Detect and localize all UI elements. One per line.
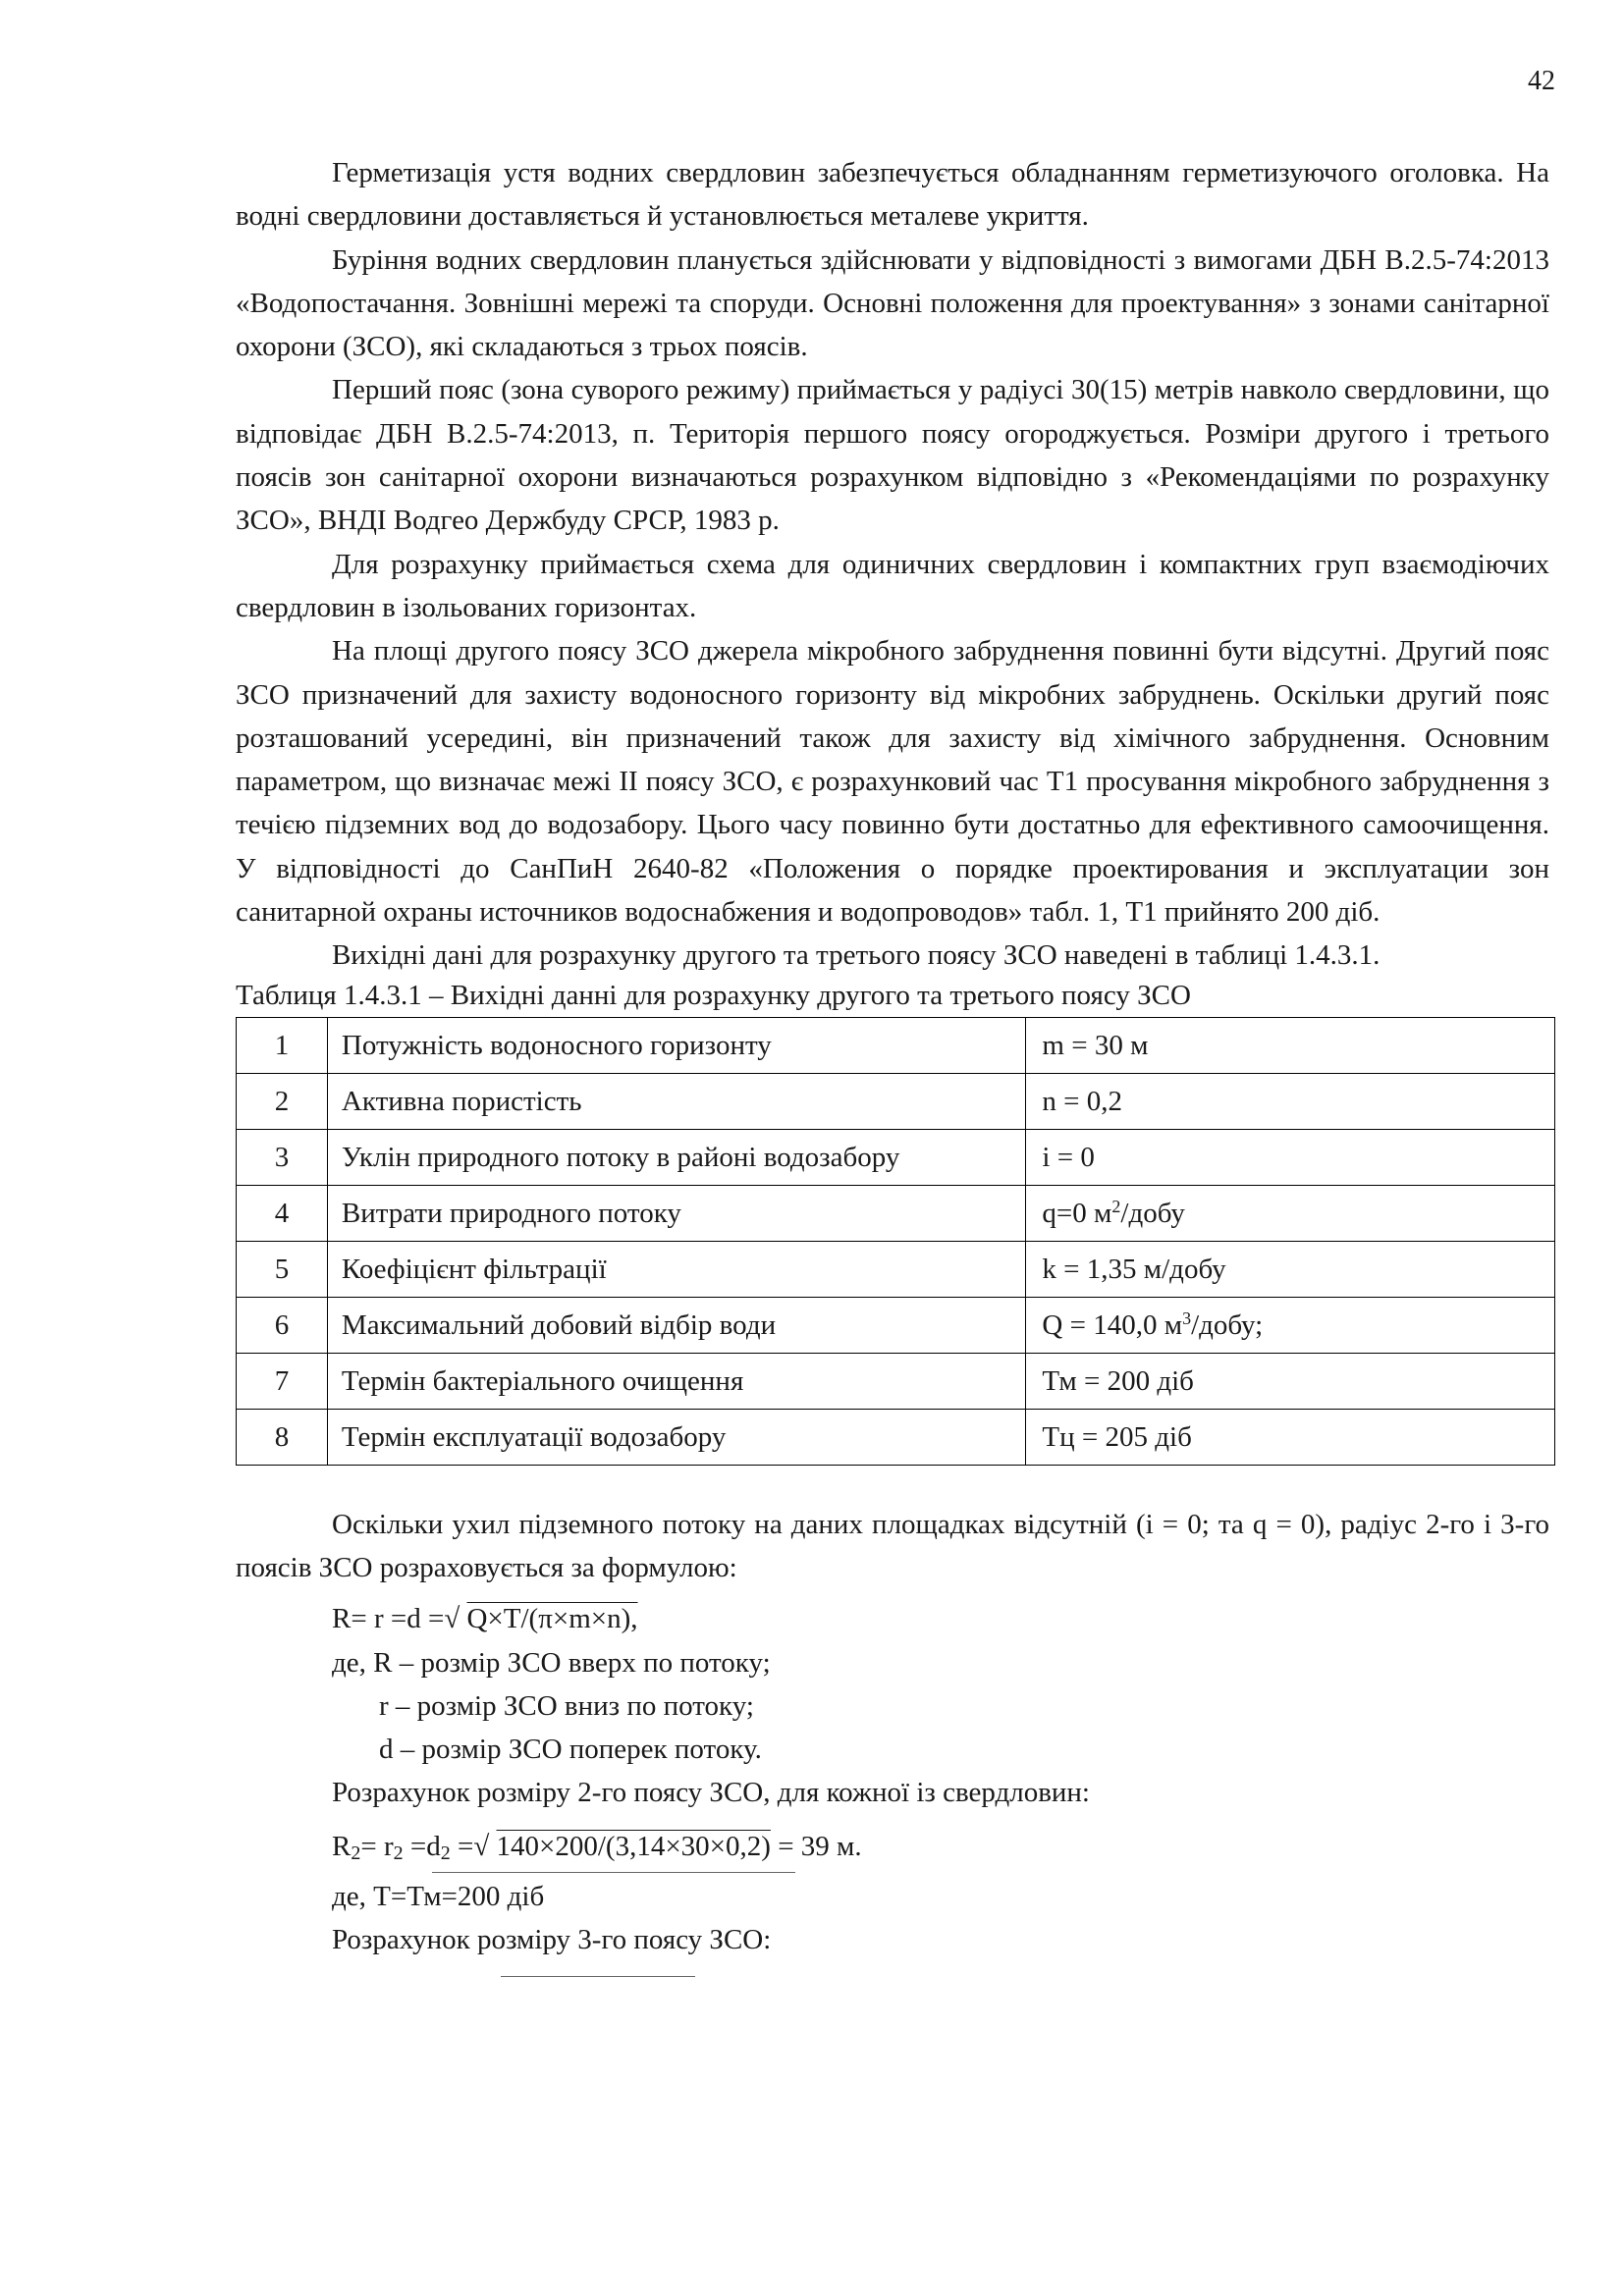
row-number: 2	[237, 1073, 328, 1129]
row-parameter: Активна пористість	[327, 1073, 1026, 1129]
formula-rule	[501, 1976, 695, 1977]
table-row	[237, 1409, 1555, 1465]
paragraph-formula-intro: Оскільки ухил підземного потоку на даних площадках відсутній (i = 0; та q = 0), радіус 2-го і 3-го поясів ЗСО розраховується за формулою:	[236, 1508, 1549, 1583]
row-value: m = 30 м	[1026, 1017, 1555, 1073]
formula-R: R	[332, 1830, 352, 1862]
row-parameter: Максимальний добовий відбір води	[327, 1297, 1026, 1353]
row-number: 5	[237, 1241, 328, 1297]
table-caption: Таблиця 1.4.3.1 – Вихідні данні для розрахунку другого та третього поясу ЗСО	[236, 979, 1191, 1011]
paragraph-5: На площі другого поясу ЗСО джерела мікробного забруднення повинні бути відсутні. Другий пояс ЗСО призначений для захисту водоносного горизонту від мікробних забруднень. Оскільки другий пояс розташований усередині, він призначений також для захисту від хімічного забруднення. Основним параметром, що визначає межі II поясу ЗСО, є розрахунковий час Т1 просування мікробного забруднення з течією підземних вод до водозабору. Цього часу повинно бути достатньо для ефективного самоочищення. У відповідності до СанПиН 2640-82 «Положения о порядке проектирования и эксплуатации зон санитарной охраны источников водоснабжения и водопроводов» табл. 1, Т1 прийнято 200 діб.	[236, 635, 1549, 929]
formula-result: = 39 м.	[770, 1830, 862, 1862]
row-parameter: Потужність водоносного горизонту	[327, 1017, 1026, 1073]
row-parameter: Витрати природного потоку	[327, 1185, 1026, 1241]
page-number: 42	[1528, 66, 1555, 96]
table-row	[237, 1073, 1555, 1129]
formula-radicand: Q×T/(π×m×n),	[466, 1603, 638, 1635]
row-parameter: Термін експлуатації водозабору	[327, 1409, 1026, 1465]
row-value: i = 0	[1026, 1129, 1555, 1185]
value-unit: /добу;	[1191, 1308, 1264, 1341]
definition-d: d – розмір ЗСО поперек потоку.	[379, 1734, 762, 1766]
subscript: 2	[440, 1842, 451, 1864]
paragraph-4: Для розрахунку приймається схема для одиничних свердловин і компактних груп взаємодіючих свердловин в ізольованих горизонтах.	[236, 548, 1549, 623]
table-row	[237, 1017, 1555, 1073]
row-value: Тц = 205 діб	[1026, 1409, 1555, 1465]
table-row	[237, 1129, 1555, 1185]
subscript: 2	[351, 1842, 361, 1864]
row-value: n = 0,2	[1026, 1073, 1555, 1129]
definition-R: де, R – розмір ЗСО вверх по потоку;	[332, 1646, 771, 1679]
value-superscript: 3	[1182, 1308, 1192, 1328]
paragraph-3: Перший пояс (зона суворого режиму) приймається у радіусі 30(15) метрів навколо свердловини, що відповідає ДБН В.2.5-74:2013, п. Територія першого поясу огороджується. Розміри другого і третього поясів зон санітарної охорони визначаються розрахунком відповідно з «Рекомендаціями по розрахунку ЗСО», ВНДІ Водгео Держбуду СРСР, 1983 р.	[236, 374, 1549, 537]
table-row	[237, 1241, 1555, 1297]
calc-zone3-heading: Розрахунок розміру 3-го поясу ЗСО:	[332, 1924, 772, 1956]
row-parameter: Коефіцієнт фільтрації	[327, 1241, 1026, 1297]
formula-rule	[432, 1872, 795, 1873]
row-parameter: Уклін природного потоку в районі водозабору	[327, 1129, 1026, 1185]
paragraph-6: Вихідні дані для розрахунку другого та третього поясу ЗСО наведені в таблиці 1.4.3.1.	[332, 939, 1380, 972]
row-value	[1026, 1185, 1555, 1241]
calculation-section	[236, 1503, 1549, 1977]
row-number: 7	[237, 1353, 328, 1409]
formula-r: = r	[360, 1830, 394, 1862]
source-data-table	[236, 1017, 1555, 1466]
value-unit: /добу	[1120, 1197, 1185, 1229]
formula-zone2	[332, 1825, 1549, 1868]
formula-d: =d	[403, 1830, 441, 1862]
formula-block	[332, 1597, 1549, 1976]
row-number: 8	[237, 1409, 328, 1465]
value-text: Q = 140,0 м	[1042, 1308, 1183, 1341]
paragraph-2: Буріння водних свердловин планується здійснювати у відповідності з вимогами ДБН В.2.5-74:2013 «Водопостачання. Зовнішні мережі та споруди. Основні положення для проектування» з зонами санітарної охорони (ЗСО), які складаються з трьох поясів.	[236, 243, 1549, 363]
formula-radicand: 140×200/(3,14×30×0,2)	[496, 1830, 771, 1862]
table-row	[237, 1353, 1555, 1409]
row-value	[1026, 1297, 1555, 1353]
calc-zone2-heading: Розрахунок розміру 2-го поясу ЗСО, для кожної із свердловин:	[332, 1777, 1090, 1809]
row-number: 6	[237, 1297, 328, 1353]
table-row	[237, 1185, 1555, 1241]
row-value: k = 1,35 м/добу	[1026, 1241, 1555, 1297]
row-value: Тм = 200 діб	[1026, 1353, 1555, 1409]
value-text: q=0 м	[1042, 1197, 1112, 1229]
formula-sqrt: =√	[450, 1830, 497, 1862]
row-number: 3	[237, 1129, 328, 1185]
document-body	[236, 151, 1549, 1977]
table-row	[237, 1297, 1555, 1353]
formula-lhs: R= r =d =√	[332, 1603, 467, 1635]
paragraph-1: Герметизація устя водних свердловин забезпечується обладнанням герметизуючого оголовка. На водні свердловини доставляється й установлюється металеве укриття.	[236, 157, 1549, 233]
definition-r: r – розмір ЗСО вниз по потоку;	[379, 1689, 754, 1722]
subscript: 2	[393, 1842, 404, 1864]
row-parameter: Термін бактеріального очищення	[327, 1353, 1026, 1409]
calc-zone2-where: де, Т=Тм=200 діб	[332, 1881, 545, 1913]
value-superscript: 2	[1111, 1196, 1121, 1216]
row-number: 1	[237, 1017, 328, 1073]
formula-general	[332, 1597, 1549, 1640]
row-number: 4	[237, 1185, 328, 1241]
